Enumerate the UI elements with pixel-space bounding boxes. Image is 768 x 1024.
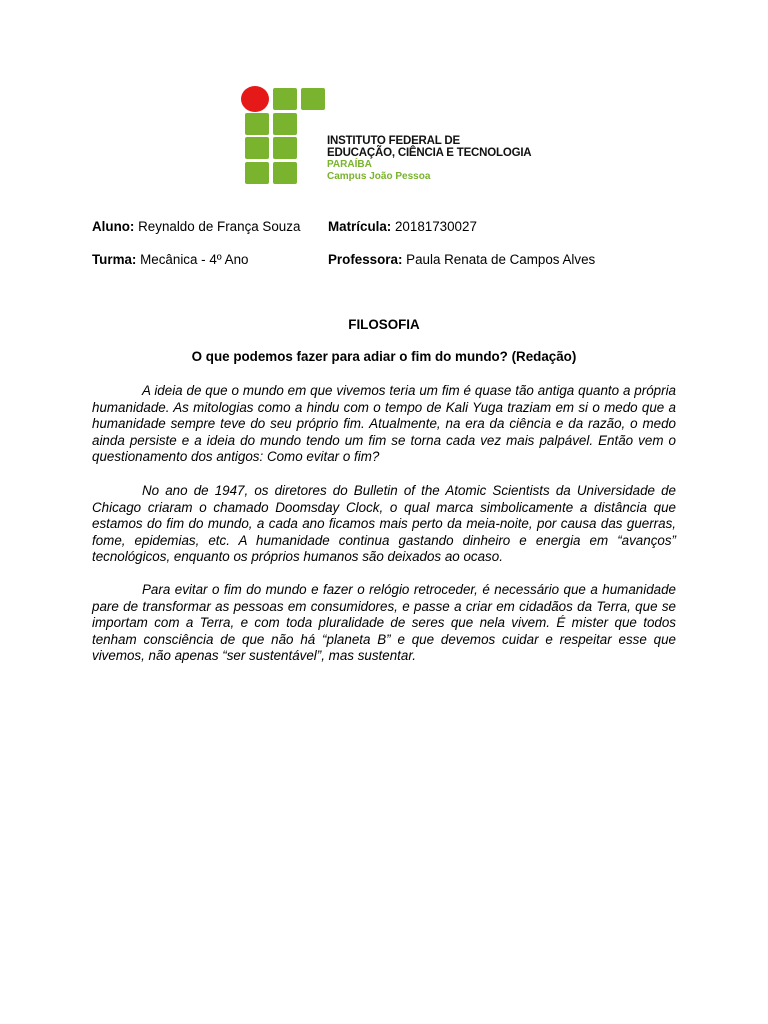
logo-line-2: EDUCAÇÃO, CIÊNCIA E TECNOLOGIA — [327, 146, 532, 159]
logo-cell — [245, 162, 269, 184]
matricula-label: Matrícula: — [328, 219, 392, 234]
essay-paragraph-2: No ano de 1947, os diretores do Bulletin of the Atomic Scientists da Universidade de Chicago criaram o chamado Doomsday Clock, o qual marca simbolicamente a distância que estamos do fim do mundo, a cada ano ficamos mais perto da meia-noite, por causa das guerras, fome, epidemias, etc. A humanidade continua gastando dinheiro e energia em “avanços” tecnológicos, enquanto os próprios humanos são deixados ao ocaso. — [92, 483, 676, 565]
logo-line-3: PARAÍBA — [327, 159, 372, 170]
logo-cell — [273, 88, 297, 110]
class-info — [92, 252, 248, 267]
essay-paragraph-3: Para evitar o fim do mundo e fazer o relógio retroceder, é necessário que a humanidade pare de transformar as pessoas em consumidores, e passe a criar em cidadãos da Terra, que se importam com a Terra, e com toda pluralidade de seres que nela vivem. É mister que todos tenham consciência de que não há “planeta B” e que devemos cuidar e respeitar esse que vivemos, não apenas “ser sustentável”, mas sustentar. — [92, 582, 676, 664]
logo-cell — [245, 137, 269, 159]
essay-paragraph-1: A ideia de que o mundo em que vivemos teria um fim é quase tão antiga quanto a própria humanidade. As mitologias como a hindu com o tempo de Kali Yuga traziam em si o medo que a humanidade sempre teve do seu próprio fim. Atualmente, na era da ciência e da razão, o medo ainda persiste e a ideia do mundo tendo um fim se torna cada vez mais palpável. Então vem o questionamento dos antigos: Como evitar o fim? — [92, 383, 676, 465]
logo-grid-icon — [243, 86, 327, 186]
subject-title: FILOSOFIA — [348, 317, 420, 332]
turma-value: Mecânica - 4º Ano — [140, 252, 249, 267]
logo-cell — [273, 113, 297, 135]
institution-logo — [243, 86, 543, 186]
student-info — [92, 219, 300, 234]
logo-cell — [273, 162, 297, 184]
logo-cell — [273, 137, 297, 159]
registration-info — [328, 219, 477, 234]
logo-red-dot — [241, 86, 269, 112]
logo-line-4: Campus João Pessoa — [327, 170, 431, 182]
aluno-label: Aluno: — [92, 219, 135, 234]
professora-value: Paula Renata de Campos Alves — [406, 252, 596, 267]
logo-cell — [301, 88, 325, 110]
matricula-value: 20181730027 — [394, 219, 477, 234]
essay-title: O que podemos fazer para adiar o fim do mundo? (Redação) — [191, 349, 577, 364]
aluno-value: Reynaldo de França Souza — [138, 219, 301, 234]
logo-cell — [245, 113, 269, 135]
logo-line-1: INSTITUTO FEDERAL DE — [327, 135, 460, 147]
professora-label: Professora: — [328, 252, 403, 267]
teacher-info — [328, 252, 595, 267]
logo-text — [327, 136, 531, 182]
turma-label: Turma: — [92, 252, 137, 267]
